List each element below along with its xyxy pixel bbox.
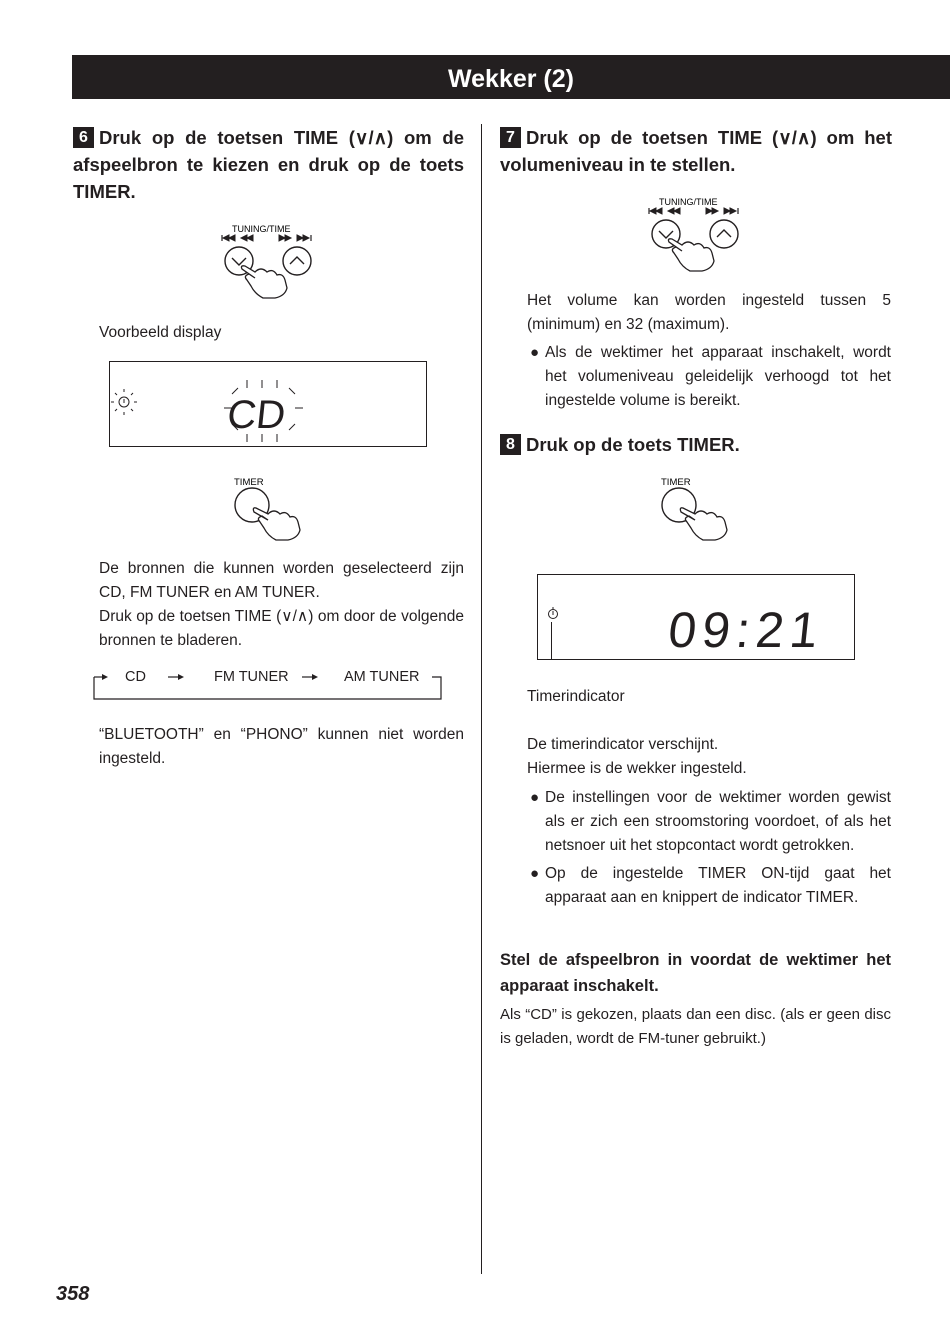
column-divider: [481, 124, 482, 1274]
step-6-text: Druk op de toetsen TIME (∨/∧) om de afspeelbron te kiezen en druk op de toets TIMER.: [73, 127, 464, 202]
timer-on-bullet: [530, 862, 891, 910]
timer-button-label: TIMER: [661, 477, 691, 488]
power-failure-bullet: [530, 786, 891, 858]
pressing-hand-icon: [241, 266, 287, 298]
bullet-icon: ●: [530, 865, 540, 882]
volume-range-text: Het volume kan worden ingesteld tussen 5 (minimum) en 32 (maximum).: [527, 292, 891, 333]
up-button-icon: [710, 220, 738, 248]
tuning-time-buttons-illustration: [215, 222, 325, 302]
arrow-right-icon: [312, 674, 318, 680]
timer-button-illustration: [228, 474, 308, 544]
arrow-right-icon: [178, 674, 184, 680]
timer-indicator-icon: [111, 389, 137, 415]
sources-list-sentence: De bronnen die kunnen worden geselecteerd zijn CD, FM TUNER en AM TUNER.: [99, 560, 464, 601]
source-setup-subheading: Stel de afspeelbron in voordat de wektimer het apparaat inschakelt.: [500, 951, 891, 995]
source-item-am-tuner: AM TUNER: [344, 669, 420, 685]
skip-back-icon: [222, 235, 253, 241]
sources-browse-sentence: Druk op de toetsen TIME (∨/∧) om door de volgende bronnen te bladeren.: [99, 608, 464, 649]
tuning-time-label: TUNING/TIME: [659, 197, 718, 207]
step-8-heading: [500, 431, 892, 458]
source-cycle-diagram: [90, 664, 445, 704]
display-source-text: CD: [225, 393, 288, 437]
source-item-cd: CD: [125, 669, 146, 685]
step-8-text: Druk op de toets TIMER.: [526, 434, 740, 455]
timer-button-label: TIMER: [234, 477, 264, 488]
up-button-icon: [283, 247, 311, 275]
step-7-text: Druk op de toetsen TIME (∨/∧) om het volumeniveau in te stellen.: [500, 127, 892, 175]
pressing-hand-icon: [680, 508, 727, 540]
page-number: 358: [56, 1283, 90, 1305]
volume-ramp-text: Als de wektimer het apparaat inschakelt, wordt het volumeniveau geleidelijk verhoogd tot het ingestelde volume is bereikt.: [545, 344, 891, 409]
volume-ramp-bullet: [530, 341, 891, 413]
timer-button-illustration: [655, 474, 735, 544]
time-display: [537, 574, 855, 660]
example-display-caption: Voorbeeld display: [99, 324, 222, 341]
tuning-time-buttons-illustration: [642, 195, 752, 275]
example-display: [109, 361, 427, 447]
timer-confirm-text: [527, 733, 891, 781]
step-7-number: 7: [500, 127, 521, 148]
source-item-fm-tuner: FM TUNER: [214, 669, 289, 685]
bullet-icon: ●: [530, 789, 540, 806]
step-6-heading: [73, 124, 464, 205]
page-title: Wekker (2): [72, 55, 950, 99]
pressing-hand-icon: [253, 508, 300, 540]
arrow-right-icon: [102, 674, 108, 680]
timer-indicator-pointer-line: [551, 622, 552, 660]
power-failure-text: De instellingen voor de wektimer worden gewist als er zich een stroomstoring voordoet, of als het netsnoer uit het stopcontact wordt getrokken.: [545, 789, 891, 854]
timer-indicator-caption: Timerindicator: [527, 688, 625, 705]
display-time-text: 09:21: [665, 602, 827, 658]
skip-forward-icon: [279, 235, 311, 241]
unsupported-sources-note: “BLUETOOTH” en “PHONO” kunnen niet worden ingesteld.: [99, 726, 464, 767]
alarm-set-sentence: Hiermee is de wekker ingesteld.: [527, 760, 747, 777]
timer-appears-sentence: De timerindicator verschijnt.: [527, 736, 719, 753]
tuning-time-label: TUNING/TIME: [232, 224, 291, 234]
step-6-number: 6: [73, 127, 94, 148]
sources-info-text: [99, 557, 464, 653]
skip-back-icon: [649, 208, 680, 214]
source-setup-text: Als “CD” is gekozen, plaats dan een disc. (als er geen disc is geladen, wordt de FM-tuner gebruikt.): [500, 1006, 891, 1047]
pressing-hand-icon: [668, 239, 714, 271]
step-8-number: 8: [500, 434, 521, 455]
skip-forward-icon: [706, 208, 738, 214]
timer-indicator-icon: [549, 607, 558, 619]
timer-on-text: Op de ingestelde TIMER ON-tijd gaat het apparaat aan en knippert de indicator TIMER.: [545, 865, 891, 906]
step-7-heading: [500, 124, 892, 178]
bullet-icon: ●: [530, 344, 540, 361]
